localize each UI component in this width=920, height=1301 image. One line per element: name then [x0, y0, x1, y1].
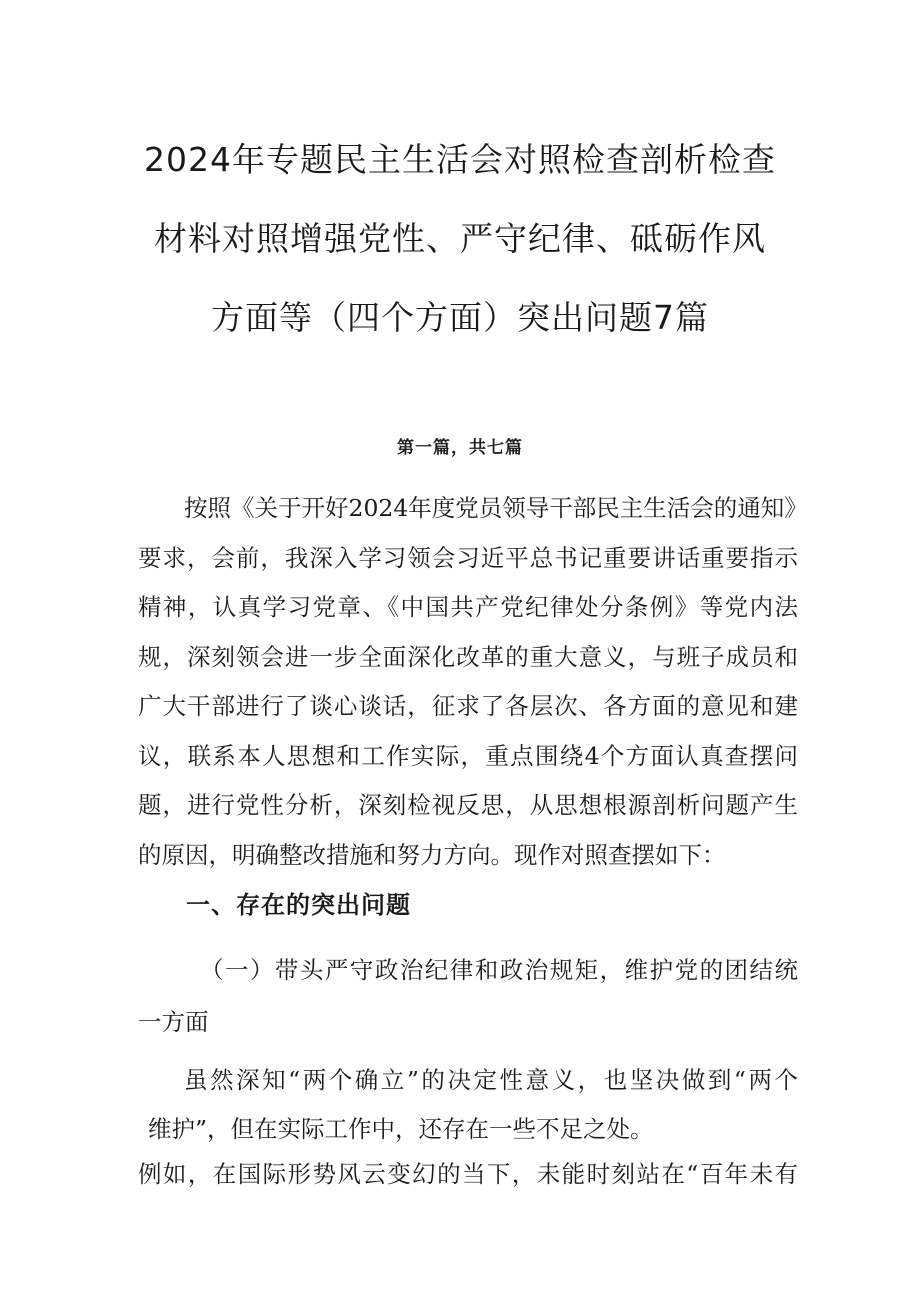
intro-line: 按照《关于开好2024年度党员领导干部民主生活会的通知》 [184, 494, 808, 522]
intro-paragraph [138, 484, 808, 880]
title-line-1: 2024年专题民主生活会对照检查剖析检查 [144, 140, 776, 179]
intro-line: 规，深刻领会进一步全面深化改革的重大意义，与班子成员和 [138, 642, 798, 671]
intro-line: 广大干部进行了谈心谈话，征求了各层次、各方面的意见和建 [138, 692, 798, 720]
section-heading: 一、存在的突出问题 [186, 890, 411, 919]
subsection-heading [138, 944, 798, 1048]
intro-line: 题，进行党性分析，深刻检视反思，从思想根源剖析问题产生 [138, 791, 798, 819]
intro-line: 的原因，明确整改措施和努力方向。现作对照查摆如下： [138, 840, 726, 869]
paragraph-line: 虽然深知“两个确立”的决定性意义，也坚决做到“两个 [184, 1066, 798, 1094]
title-line-2: 材料对照增强党性、严守纪律、砥砺作风 [154, 219, 766, 258]
subsection-line: 一方面 [138, 1008, 209, 1036]
title-line-3: 方面等（四个方面）突出问题7篇 [211, 298, 709, 337]
paragraph-line: 例如，在国际形势风云变幻的当下，未能时刻站在“百年未有 [138, 1160, 798, 1188]
body-paragraph [138, 1056, 798, 1154]
intro-line: 议，联系本人思想和工作实际，重点围绕4个方面认真查摆问 [138, 741, 798, 770]
intro-line: 要求，会前，我深入学习领会习近平总书记重要讲话重要指示 [138, 543, 798, 572]
document-title [130, 120, 790, 357]
paragraph-line: 维护”，但在实际工作中，还存在一些不足之处。 [148, 1115, 654, 1143]
body-paragraph [138, 1150, 798, 1199]
intro-line: 精神，认真学习党章、《中国共产党纪律处分条例》等党内法 [138, 593, 798, 621]
subsection-line: （一）带头严守政治纪律和政治规矩，维护党的团结统 [200, 956, 798, 984]
document-subtitle: 第一篇，共七篇 [397, 438, 523, 458]
